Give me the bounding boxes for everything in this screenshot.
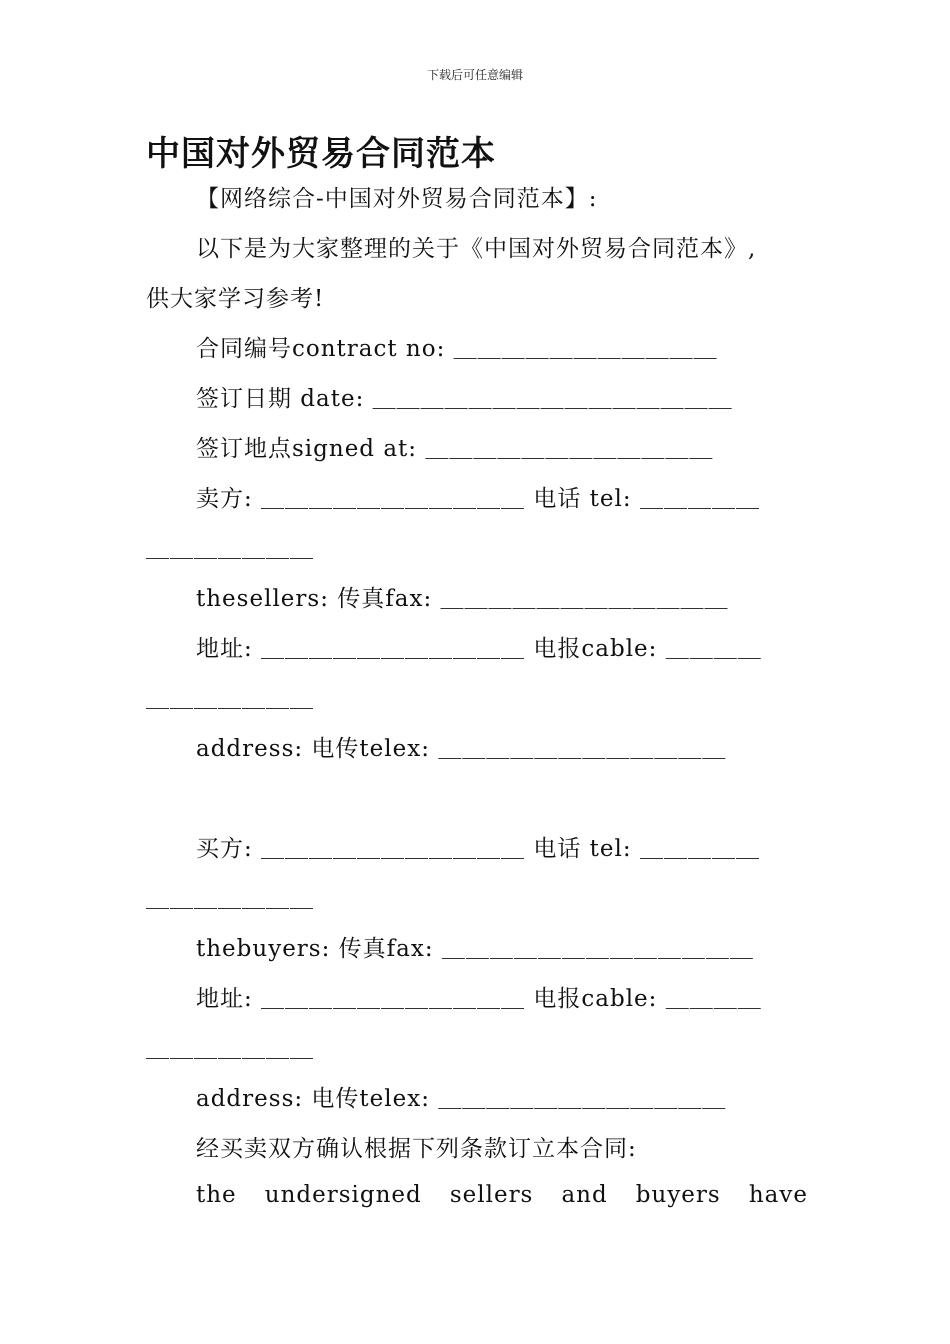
document-title: 中国对外贸易合同范本: [146, 134, 496, 174]
seller-phone-field: 卖方: ＿＿＿＿＿＿＿＿＿＿＿ 电话 tel: ＿＿＿＿＿: [196, 486, 760, 512]
seller-fax-field: thesellers: 传真fax: ＿＿＿＿＿＿＿＿＿＿＿＿: [196, 586, 729, 612]
signing-date-field: 签订日期 date: ＿＿＿＿＿＿＿＿＿＿＿＿＿＿＿: [196, 386, 733, 412]
word: buyers: [635, 1182, 721, 1208]
seller-address-cable-cont: ＿＿＿＿＿＿＿: [146, 686, 314, 712]
buyer-address-cable-field: 地址: ＿＿＿＿＿＿＿＿＿＿＿ 电报cable: ＿＿＿＿: [196, 986, 762, 1012]
word: and: [561, 1182, 608, 1208]
seller-phone-field-cont: ＿＿＿＿＿＿＿: [146, 536, 314, 562]
buyer-fax-field: thebuyers: 传真fax: ＿＿＿＿＿＿＿＿＿＿＿＿＿: [196, 936, 754, 962]
buyer-telex-field: address: 电传telex: ＿＿＿＿＿＿＿＿＿＿＿＿: [196, 1086, 727, 1112]
intro-line-2: 供大家学习参考!: [146, 286, 325, 312]
intro-line-1: 以下是为大家整理的关于《中国对外贸易合同范本》,: [196, 236, 757, 262]
agreement-statement: 经买卖双方确认根据下列条款订立本合同:: [196, 1136, 637, 1162]
word: sellers: [449, 1182, 534, 1208]
buyer-address-cable-cont: ＿＿＿＿＿＿＿: [146, 1036, 314, 1062]
seller-telex-field: address: 电传telex: ＿＿＿＿＿＿＿＿＿＿＿＿: [196, 736, 727, 762]
agreement-english-line: [196, 1180, 808, 1210]
buyer-phone-field-cont: ＿＿＿＿＿＿＿: [146, 886, 314, 912]
seller-address-cable-field: 地址: ＿＿＿＿＿＿＿＿＿＿＿ 电报cable: ＿＿＿＿: [196, 636, 762, 662]
signing-place-field: 签订地点signed at: ＿＿＿＿＿＿＿＿＿＿＿＿: [196, 436, 714, 462]
word: have: [748, 1182, 808, 1208]
contract-number-field: 合同编号contract no: ＿＿＿＿＿＿＿＿＿＿＿: [196, 336, 718, 362]
buyer-phone-field: 买方: ＿＿＿＿＿＿＿＿＿＿＿ 电话 tel: ＿＿＿＿＿: [196, 836, 760, 862]
word: undersigned: [264, 1182, 422, 1208]
page-header-note: 下载后可任意编辑: [426, 68, 523, 82]
intro-source-line: 【网络综合-中国对外贸易合同范本】:: [196, 186, 598, 212]
word: the: [196, 1182, 237, 1208]
